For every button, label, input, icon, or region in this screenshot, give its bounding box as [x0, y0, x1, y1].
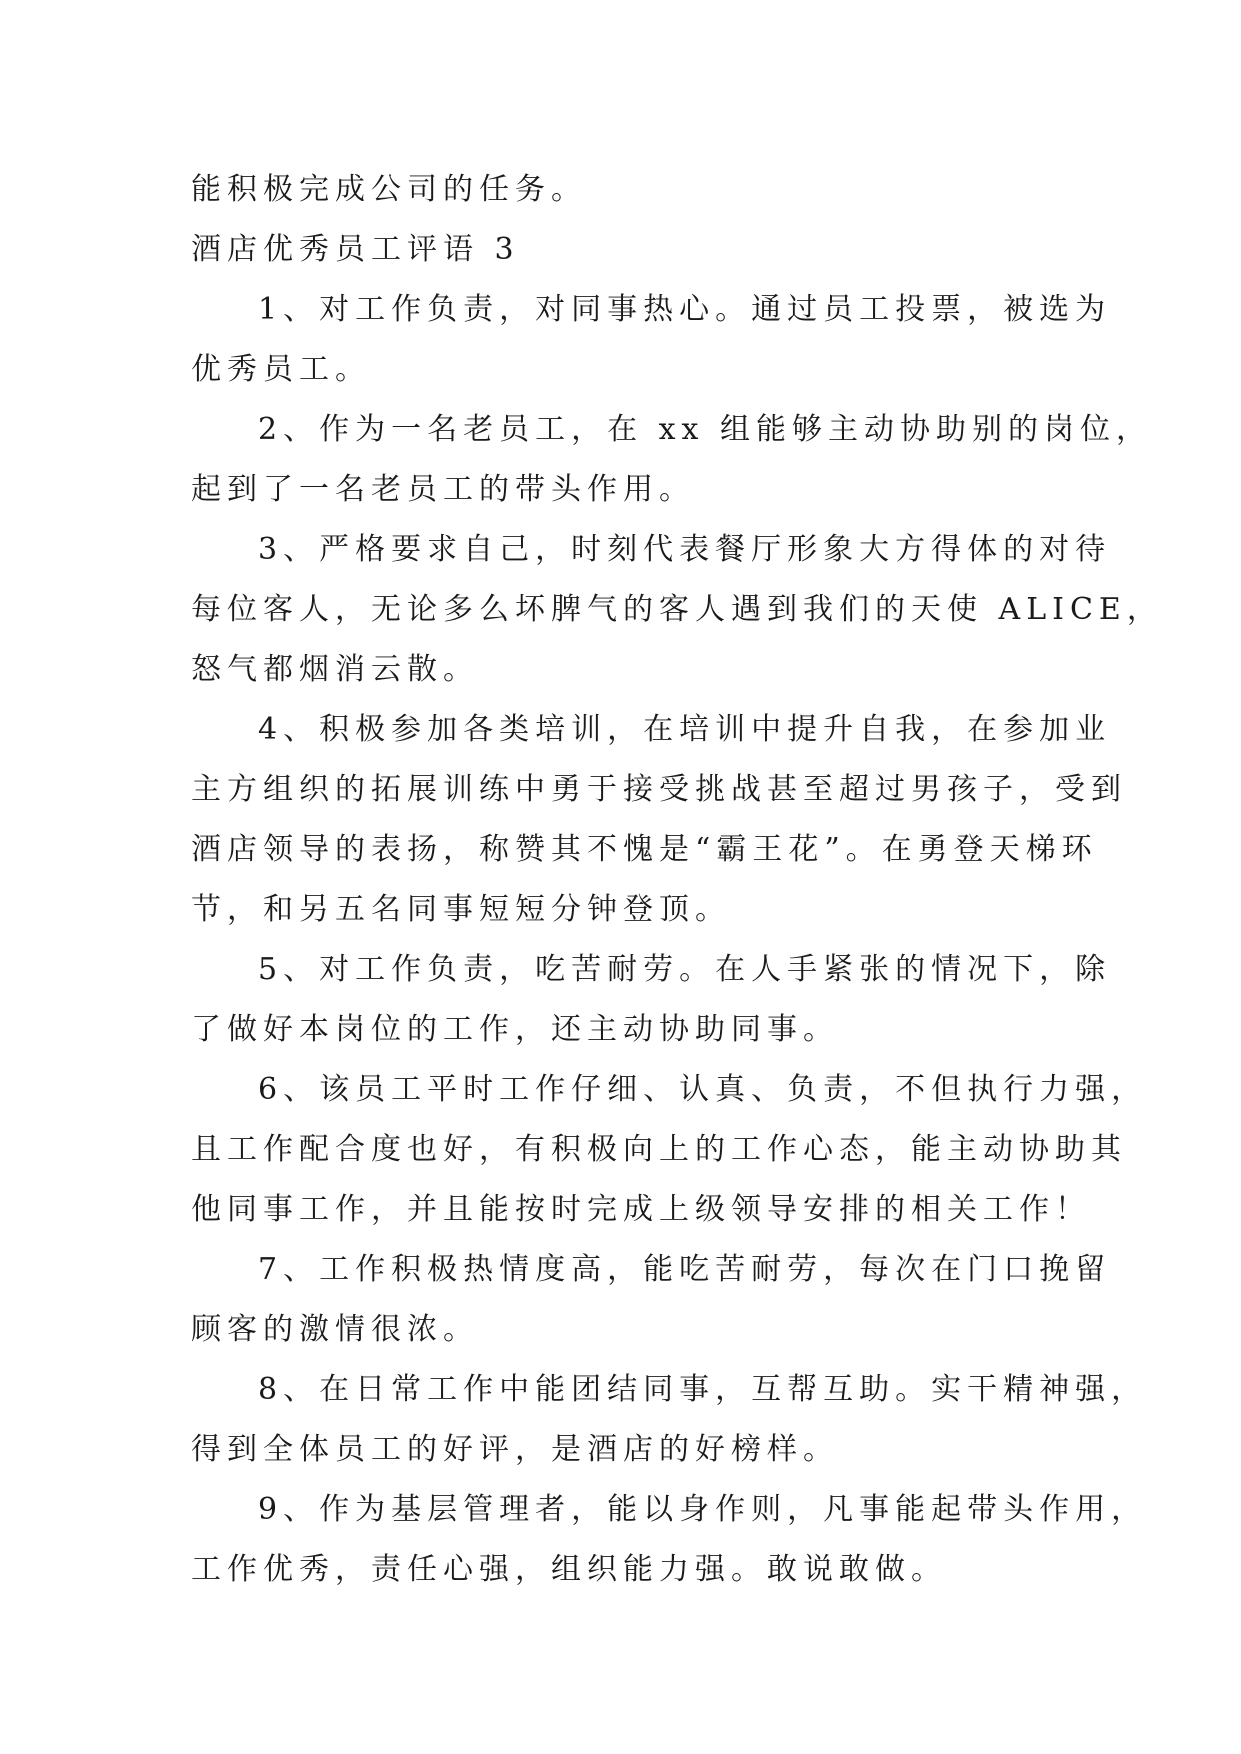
- item-4-line-1: 4、积极参加各类培训，在培训中提升自我，在参加业: [258, 712, 1112, 747]
- list-item: [191, 1360, 1148, 1480]
- section-title: 酒店优秀员工评语 3: [191, 232, 520, 267]
- item-4-line-4: 节，和另五名同事短短分钟登顶。: [191, 892, 731, 927]
- item-8-line-1: 8、在日常工作中能团结同事，互帮互助。实干精神强，: [258, 1372, 1148, 1407]
- item-5-line-1: 5、对工作负责，吃苦耐劳。在人手紧张的情况下，除: [258, 952, 1112, 987]
- item-7-line-2: 顾客的激情很浓。: [191, 1312, 479, 1347]
- list-item: [191, 520, 1163, 700]
- list-item: [191, 1060, 1148, 1240]
- item-9-line-2: 工作优秀，责任心强，组织能力强。敢说敢做。: [191, 1552, 947, 1587]
- item-4-line-2: 主方组织的拓展训练中勇于接受挑战甚至超过男孩子，受到: [191, 772, 1127, 807]
- item-4-line-3: 酒店领导的表扬，称赞其不愧是“霸王花”。在勇登天梯环: [191, 832, 1098, 867]
- list-item: [191, 700, 1127, 940]
- item-5-line-2: 了做好本岗位的工作，还主动协助同事。: [191, 1012, 839, 1047]
- item-6-line-1: 6、该员工平时工作仔细、认真、负责，不但执行力强，: [258, 1072, 1148, 1107]
- item-9-line-1: 9、作为基层管理者，能以身作则，凡事能起带头作用，: [258, 1492, 1148, 1527]
- item-1-line-2: 优秀员工。: [191, 352, 371, 387]
- item-1-line-1: 1、对工作负责，对同事热心。通过员工投票，被选为: [258, 292, 1112, 327]
- list-item: [191, 400, 1152, 520]
- item-8-line-2: 得到全体员工的好评，是酒店的好榜样。: [191, 1432, 839, 1467]
- item-2-line-2: 起到了一名老员工的带头作用。: [191, 472, 695, 507]
- item-6-line-3: 他同事工作，并且能按时完成上级领导安排的相关工作！: [191, 1192, 1091, 1227]
- item-7-line-1: 7、工作积极热情度高，能吃苦耐劳，每次在门口挽留: [258, 1252, 1112, 1287]
- list-item: [191, 1240, 1112, 1360]
- list-item: [191, 280, 1112, 400]
- item-3-line-3: 怒气都烟消云散。: [191, 652, 479, 687]
- item-3-line-2: 每位客人，无论多么坏脾气的客人遇到我们的天使 ALICE，: [191, 592, 1163, 627]
- opening-line: 能积极完成公司的任务。: [191, 172, 587, 207]
- item-3-line-1: 3、严格要求自己，时刻代表餐厅形象大方得体的对待: [258, 532, 1112, 567]
- list-item: [191, 1480, 1148, 1600]
- item-6-line-2: 且工作配合度也好，有积极向上的工作心态，能主动协助其: [191, 1132, 1127, 1167]
- item-2-line-1: 2、作为一名老员工，在 xx 组能够主动协助别的岗位，: [258, 412, 1152, 447]
- document-body: [191, 160, 1163, 1600]
- list-item: [191, 940, 1112, 1060]
